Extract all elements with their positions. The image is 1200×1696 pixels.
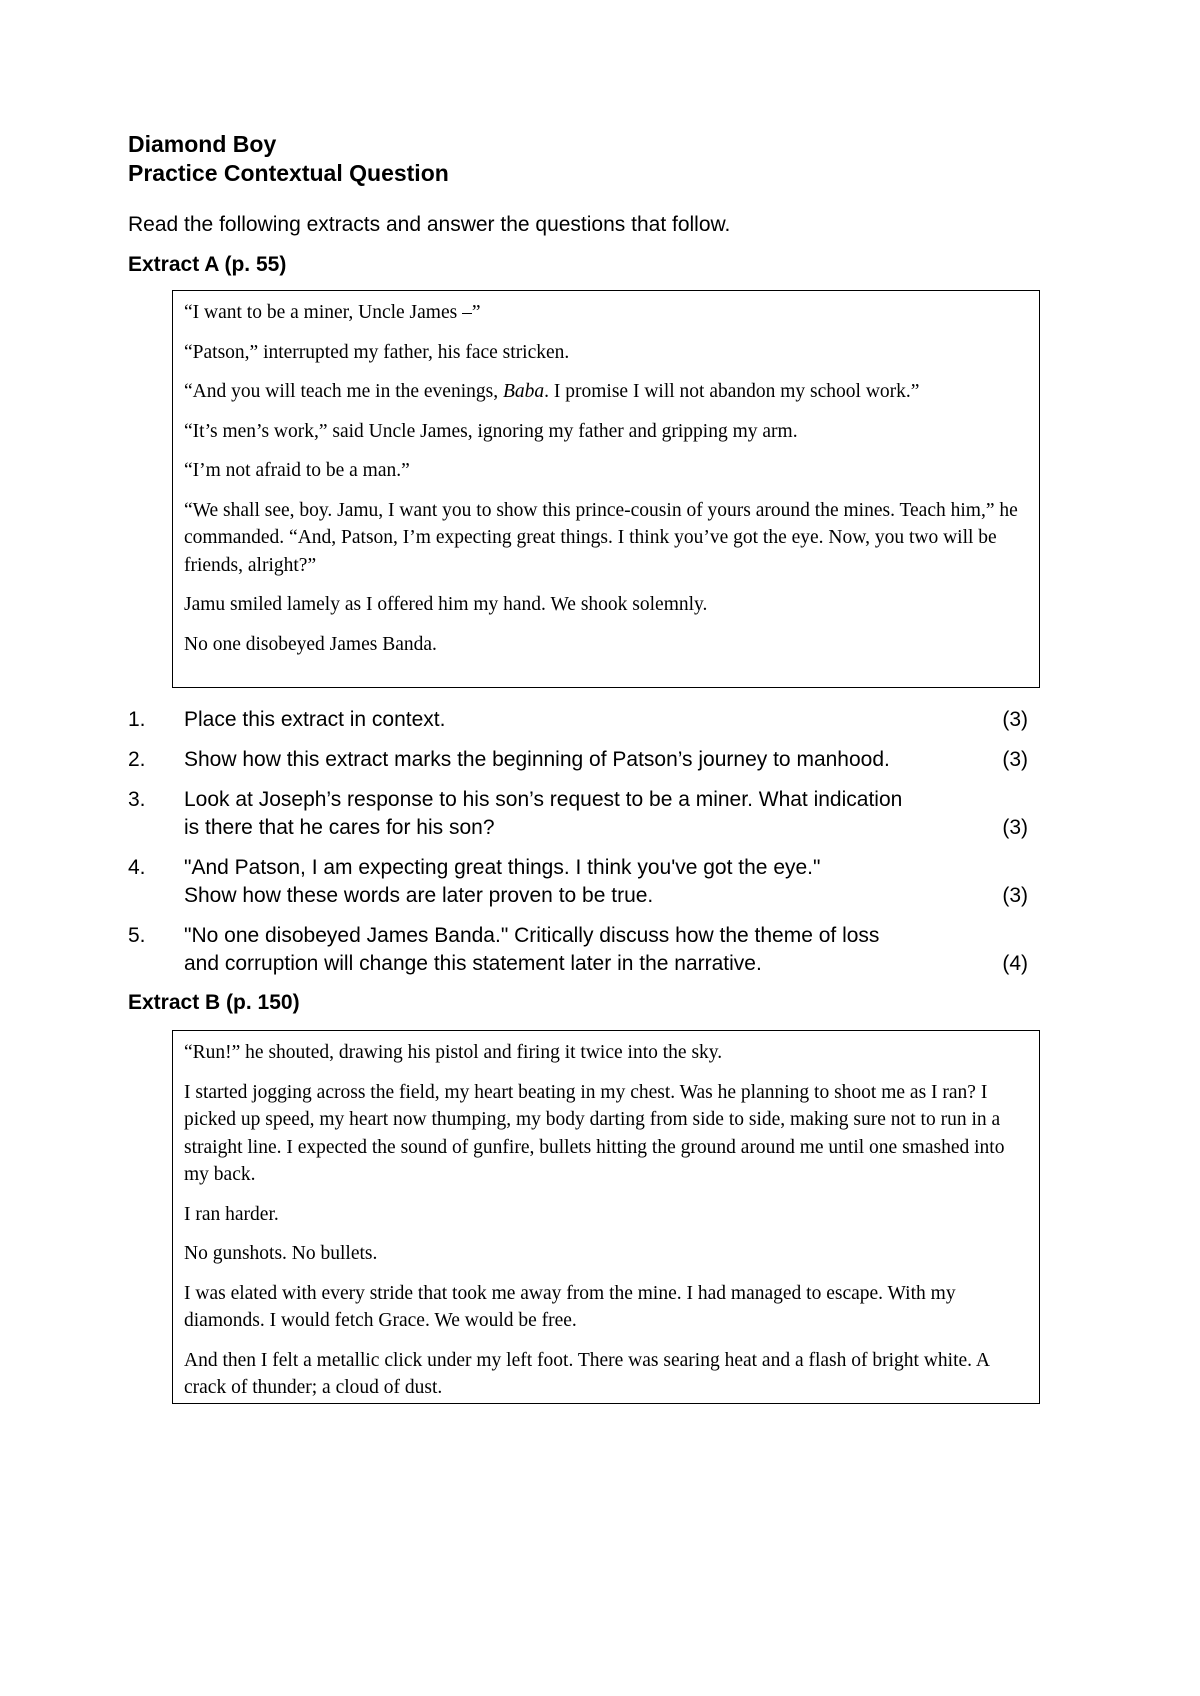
baba-word: Baba: [502, 381, 545, 402]
question-line: is there that he cares for his son?: [184, 816, 495, 839]
extract-b-box: [172, 1030, 1040, 1404]
question-number: 4.: [128, 856, 146, 879]
question-line: Show how this extract marks the beginning of Patson’s journey to manhood.: [184, 748, 890, 771]
question-item: [128, 922, 1028, 978]
question-text: [184, 922, 968, 978]
extract-b-paragraph: I started jogging across the field, my heart beating in my chest. Was he planning to shoot me as I ran? I picked up speed, my heart now thumping, my body darting from side to side, making sure not to run in a straight line. I expected the sound of gunfire, bullets hitting the ground around me until one smashed into my back.: [184, 1081, 1005, 1185]
extract-a-box: [172, 290, 1040, 688]
question-number: 5.: [128, 924, 146, 947]
extract-b-paragraph: I was elated with every stride that took me away from the mine. I had managed to escape. With my diamonds. I would fetch Grace. We would be free.: [184, 1282, 956, 1331]
question-number: 1.: [128, 708, 146, 731]
question-line: Look at Joseph’s response to his son’s request to be a miner. What indication: [184, 788, 903, 811]
extract-a-paragraph: [184, 378, 1029, 406]
question-number: 3.: [128, 788, 146, 811]
question-marks: (4): [1002, 952, 1028, 975]
extract-a-paragraph-part: . I promise I will not abandon my school work.”: [544, 381, 920, 402]
question-marks: (3): [1002, 884, 1028, 907]
extract-a-paragraph: “I want to be a miner, Uncle James –”: [184, 302, 481, 323]
question-item: [128, 706, 1028, 734]
question-line: "And Patson, I am expecting great things. I think you've got the eye.": [184, 856, 821, 879]
document-subtitle: Practice Contextual Question: [128, 160, 449, 186]
question-line: and corruption will change this statement later in the narrative.: [184, 952, 762, 975]
question-number: 2.: [128, 748, 146, 771]
extract-b-paragraph: “Run!” he shouted, drawing his pistol and firing it twice into the sky.: [184, 1042, 723, 1063]
extract-a-paragraph: No one disobeyed James Banda.: [184, 633, 437, 655]
extract-b-paragraph: And then I felt a metallic click under my left foot. There was searing heat and a flash of bright white. A crack of thunder; a cloud of dust.: [184, 1349, 989, 1398]
question-item: [128, 786, 1028, 842]
question-line: "No one disobeyed James Banda." Critically discuss how the theme of loss: [184, 924, 880, 947]
question-marks: (3): [1002, 748, 1028, 771]
question-line: Place this extract in context.: [184, 708, 446, 731]
extract-a-paragraph: Jamu smiled lamely as I offered him my hand. We shook solemnly.: [184, 594, 708, 615]
extract-a-paragraph: “We shall see, boy. Jamu, I want you to show this prince-cousin of yours around the mines. Teach him,” he commanded. “And, Patson, I’m expecting great things. I think you’ve got the eye. Now, you two will be friends, alright?”: [184, 499, 1018, 576]
extract-b-paragraph: No gunshots. No bullets.: [184, 1243, 378, 1264]
extract-b-paragraph: I ran harder.: [184, 1203, 279, 1225]
extract-a-paragraph: “It’s men’s work,” said Uncle James, ignoring my father and gripping my arm.: [184, 420, 798, 442]
question-marks: (3): [1002, 708, 1028, 731]
question-text: [184, 746, 968, 774]
question-text: [184, 706, 968, 734]
extract-a-paragraph: “Patson,” interrupted my father, his face stricken.: [184, 341, 570, 363]
extract-b-heading: Extract B (p. 150): [128, 991, 300, 1014]
instructions: Read the following extracts and answer the questions that follow.: [128, 213, 731, 236]
question-line: Show how these words are later proven to be true.: [184, 884, 654, 907]
question-item: [128, 746, 1028, 774]
question-text: [184, 854, 968, 910]
document-title-block: [128, 130, 449, 188]
document-title: Diamond Boy: [128, 131, 277, 157]
extract-a-heading: Extract A (p. 55): [128, 253, 287, 276]
question-text: [184, 786, 968, 842]
extract-a-paragraph: “I’m not afraid to be a man.”: [184, 460, 410, 481]
questions-list: [128, 706, 1028, 990]
extract-a-paragraph-part: “And you will teach me in the evenings,: [184, 381, 503, 402]
question-marks: (3): [1002, 816, 1028, 839]
question-item: [128, 854, 1028, 910]
